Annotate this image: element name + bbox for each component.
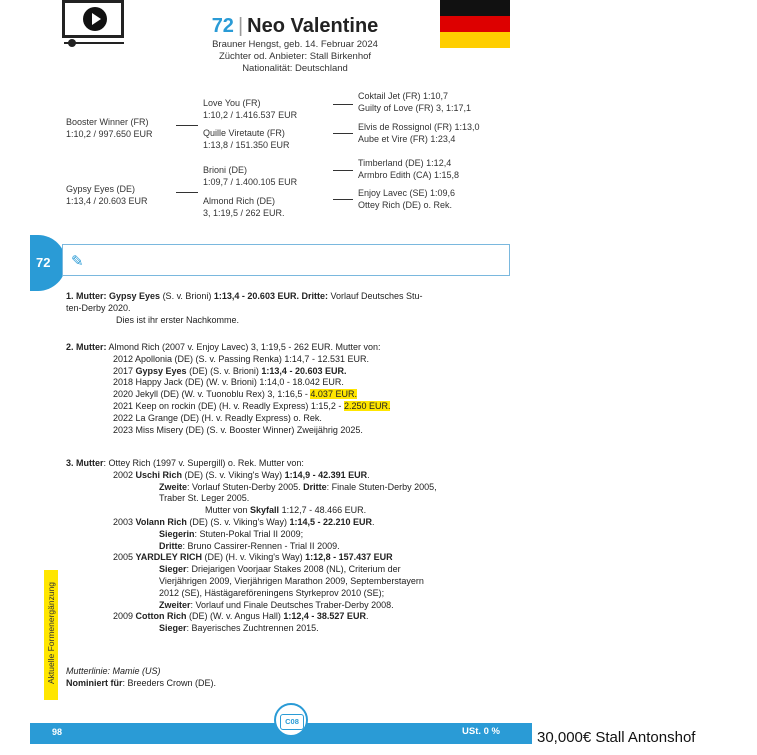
text: : Ottey Rich (1997 v. Supergill) o. Rek. Mutter von: bbox=[103, 458, 304, 468]
label: Zweite bbox=[159, 481, 188, 492]
g2-record: 1:13,8 / 151.350 EUR bbox=[203, 139, 290, 150]
play-video-icon[interactable] bbox=[62, 0, 124, 38]
year: 2003 bbox=[113, 516, 136, 527]
offspring-line bbox=[113, 517, 516, 529]
breeder: Züchter od. Anbieter: Stall Birkenhof bbox=[218, 51, 372, 62]
highlight: 4.037 EUR. bbox=[310, 389, 357, 400]
achievement: Traber St. Leger 2005. bbox=[159, 493, 250, 504]
year: 2009 bbox=[113, 611, 136, 622]
label: 2. Mutter: bbox=[66, 342, 107, 352]
record: 1:14,9 - 42.391 EUR bbox=[284, 469, 368, 480]
offspring-name: Gypsy Eyes bbox=[135, 365, 187, 376]
pencil-icon[interactable]: ✎ bbox=[71, 253, 84, 270]
offspring-line: 2012 Apollonia (DE) (S. v. Passing Renka) 1:14,7 - 12.531 EUR. bbox=[113, 353, 369, 364]
text: (DE) (S. v. Brioni) bbox=[186, 365, 262, 376]
third-dam-section bbox=[66, 458, 516, 635]
g2-name: Almond Rich (DE) bbox=[203, 196, 276, 206]
text: 1:12,7 - 48.466 EUR. bbox=[279, 505, 367, 516]
mutterlinie: Mutterlinie: Mamie (US) bbox=[66, 666, 161, 676]
text: (S. v. Brioni) bbox=[160, 291, 214, 301]
g2-name: Brioni (DE) bbox=[203, 165, 248, 175]
text: : Finale Stuten-Derby 2005, bbox=[326, 481, 437, 492]
achievement: Vierjährigen 2009, Vierjährigen Marathon 2009, Septemberstayern bbox=[159, 575, 424, 586]
text: : Bruno Cassirer-Rennen - Trial II 2009. bbox=[182, 540, 340, 551]
g2-record: 1:09,7 / 1.400.105 EUR bbox=[203, 176, 298, 187]
notes-field[interactable] bbox=[62, 244, 510, 276]
pedigree-dam bbox=[66, 184, 148, 207]
pedigree-line bbox=[333, 199, 353, 200]
nationality: Nationalität: Deutschland bbox=[242, 63, 348, 74]
horse-description: Brauner Hengst, geb. 14. Februar 2024 bbox=[212, 39, 378, 50]
label: Sieger bbox=[159, 623, 187, 634]
text: : Breeders Crown (DE). bbox=[122, 677, 217, 688]
text: (DE) (S. v. Viking's Way) bbox=[186, 516, 290, 527]
offspring-line bbox=[113, 401, 516, 413]
text: ten-Derby 2020. bbox=[66, 302, 131, 313]
sire-name: Booster Winner (FR) bbox=[66, 117, 149, 127]
g2-name: Quille Viretaute (FR) bbox=[203, 128, 285, 138]
achievement bbox=[113, 623, 516, 635]
pedigree-g2 bbox=[203, 128, 290, 151]
pedigree-g3 bbox=[358, 91, 471, 114]
offspring-name: Uschi Rich bbox=[135, 469, 183, 480]
horse-name: Neo Valentine bbox=[247, 15, 379, 37]
text: Mutter von bbox=[205, 505, 251, 516]
horse-title: 72 | Neo Valentine bbox=[211, 15, 379, 37]
pedigree-g3 bbox=[358, 122, 480, 145]
offspring-line bbox=[113, 389, 516, 401]
dam-name: Gypsy Eyes bbox=[109, 291, 161, 301]
offspring-line: 2022 La Grange (DE) (H. v. Readly Express) o. Rek. bbox=[113, 412, 322, 423]
g3-line: Guilty of Love (FR) 3, 1:17,1 bbox=[358, 102, 472, 113]
text: : Vorlauf und Finale Deutsches Traber-Derby 2008. bbox=[190, 599, 394, 610]
offspring-line: 2018 Happy Jack (DE) (W. v. Brioni) 1:14,0 - 18.042 EUR. bbox=[113, 377, 344, 388]
text: (DE) (S. v. Viking's Way) bbox=[182, 469, 285, 480]
nominiert bbox=[66, 678, 466, 690]
text: 2021 Keep on rockin (DE) (H. v. Readly Express) 1:15,2 - bbox=[113, 400, 344, 411]
pedigree-line bbox=[176, 125, 198, 126]
g3-line: Coktail Jet (FR) 1:10,7 bbox=[358, 91, 449, 101]
lot-badge bbox=[30, 235, 66, 291]
side-label: Aktuelle Formenergänzung bbox=[46, 581, 56, 685]
vat-label: USt. 0 % bbox=[462, 726, 501, 737]
record: 1:13,4 - 20.603 EUR. bbox=[261, 365, 347, 376]
pedigree-g2 bbox=[203, 165, 297, 188]
label: 1. Mutter: bbox=[66, 291, 107, 301]
label: Dritte: bbox=[301, 291, 328, 301]
lot-number: 72 bbox=[211, 15, 234, 37]
text: 2020 Jekyll (DE) (W. v. Tuonoblu Rex) 3, 1:16,5 - bbox=[113, 389, 311, 400]
side-label-tab bbox=[44, 570, 58, 700]
text: . bbox=[372, 516, 375, 527]
horse-subinfo bbox=[170, 39, 420, 75]
pedigree-g2 bbox=[203, 98, 297, 121]
offspring-name: Volann Rich bbox=[135, 516, 187, 527]
offspring-line bbox=[113, 366, 516, 378]
label: Sieger bbox=[159, 564, 187, 575]
label: Dritte bbox=[303, 481, 327, 492]
offspring-line bbox=[113, 552, 516, 564]
highlight: 2.250 EUR. bbox=[343, 400, 391, 411]
germany-flag-icon bbox=[440, 0, 510, 48]
text: : Bayerisches Zuchtrennen 2015. bbox=[186, 623, 319, 634]
video-progress-bar[interactable] bbox=[64, 42, 124, 44]
text: : Vorlauf Stuten-Derby 2005. bbox=[187, 481, 304, 492]
label: Nominiert für bbox=[66, 677, 123, 688]
text: (DE) (H. v. Viking's Way) bbox=[202, 552, 306, 563]
pedigree-line bbox=[333, 170, 353, 171]
label: Siegerin bbox=[159, 528, 195, 539]
g2-record: 3, 1:19,5 / 262 EUR. bbox=[203, 207, 285, 218]
progress-handle[interactable] bbox=[68, 39, 76, 47]
price-caption: 30,000€ Stall Antonshof bbox=[537, 729, 696, 746]
offspring-name: YARDLEY RICH bbox=[135, 552, 203, 563]
year: 2017 bbox=[113, 365, 136, 376]
g3-line: Enjoy Lavec (SE) 1:09,6 bbox=[358, 188, 456, 198]
achievement bbox=[113, 564, 516, 576]
pedigree-g3 bbox=[358, 158, 459, 181]
pedigree-line bbox=[333, 133, 353, 134]
label: Dritte bbox=[159, 540, 183, 551]
badge-number: 72 bbox=[36, 255, 51, 270]
text: Dies ist ihr erster Nachkomme. bbox=[116, 314, 240, 325]
achievement bbox=[113, 541, 516, 553]
g3-line: Aube et Vire (FR) 1:23,4 bbox=[358, 133, 456, 144]
year: 2005 bbox=[113, 552, 136, 563]
pedigree-line bbox=[176, 192, 198, 193]
g3-line: Armbro Edith (CA) 1:15,8 bbox=[358, 169, 460, 180]
offspring-line: 2023 Miss Misery (DE) (S. v. Booster Winner) Zweijährig 2025. bbox=[113, 424, 363, 435]
achievement: 2012 (SE), Hästägareföreningens Styrkeprov 2010 (SE); bbox=[159, 587, 385, 598]
dam-record: 1:13,4 / 20.603 EUR bbox=[66, 195, 148, 206]
play-triangle bbox=[92, 13, 101, 25]
pedigree-g2 bbox=[203, 196, 285, 219]
record: 1:14,5 - 22.210 EUR bbox=[289, 516, 372, 527]
g3-line: Elvis de Rossignol (FR) 1:13,0 bbox=[358, 122, 480, 132]
offspring-line bbox=[113, 611, 516, 623]
text: . bbox=[367, 469, 370, 480]
achievement bbox=[113, 482, 516, 494]
first-dam-section bbox=[66, 291, 516, 326]
achievement bbox=[113, 529, 516, 541]
offspring-line bbox=[113, 470, 516, 482]
pedigree-line bbox=[333, 104, 353, 105]
g2-record: 1:10,2 / 1.416.537 EUR bbox=[203, 109, 298, 120]
record: 1:12,4 - 38.527 EUR bbox=[283, 611, 366, 622]
text: : Driejarigen Voorjaar Stakes 2008 (NL), Criterium der bbox=[186, 564, 401, 575]
year: 2002 bbox=[113, 469, 136, 480]
g2-name: Love You (FR) bbox=[203, 98, 261, 108]
text: . bbox=[365, 611, 369, 622]
record: 1:12,8 - 157.437 EUR bbox=[305, 552, 393, 563]
label: 3. Mutter bbox=[66, 458, 104, 468]
g3-line: Ottey Rich (DE) o. Rek. bbox=[358, 199, 453, 210]
text: : Stuten-Pokal Trial II 2009; bbox=[194, 528, 304, 539]
mutterlinie-section bbox=[66, 666, 466, 690]
pedigree-g3 bbox=[358, 188, 455, 211]
label: Zweiter bbox=[159, 599, 191, 610]
offspring-name: Skyfall bbox=[250, 505, 280, 516]
text: (DE) (W. v. Angus Hall) bbox=[186, 611, 284, 622]
text: Almond Rich (2007 v. Enjoy Lavec) 3, 1:19,5 - 262 EUR. Mutter von: bbox=[106, 342, 381, 352]
achievement bbox=[113, 505, 516, 517]
g3-line: Timberland (DE) 1:12,4 bbox=[358, 158, 452, 168]
pedigree-sire bbox=[66, 117, 153, 140]
text: Vorlauf Deutsches Stu- bbox=[327, 291, 423, 301]
achievement bbox=[113, 600, 516, 612]
sire-record: 1:10,2 / 997.650 EUR bbox=[66, 128, 153, 139]
logo-text: C08 bbox=[280, 714, 304, 730]
second-dam-section bbox=[66, 342, 516, 436]
page-number: 98 bbox=[52, 727, 63, 737]
cob-logo-icon bbox=[274, 703, 308, 737]
record: 1:13,4 - 20.603 EUR. bbox=[213, 291, 299, 301]
offspring-name: Cotton Rich bbox=[135, 611, 187, 622]
dam-name: Gypsy Eyes (DE) bbox=[66, 184, 136, 194]
